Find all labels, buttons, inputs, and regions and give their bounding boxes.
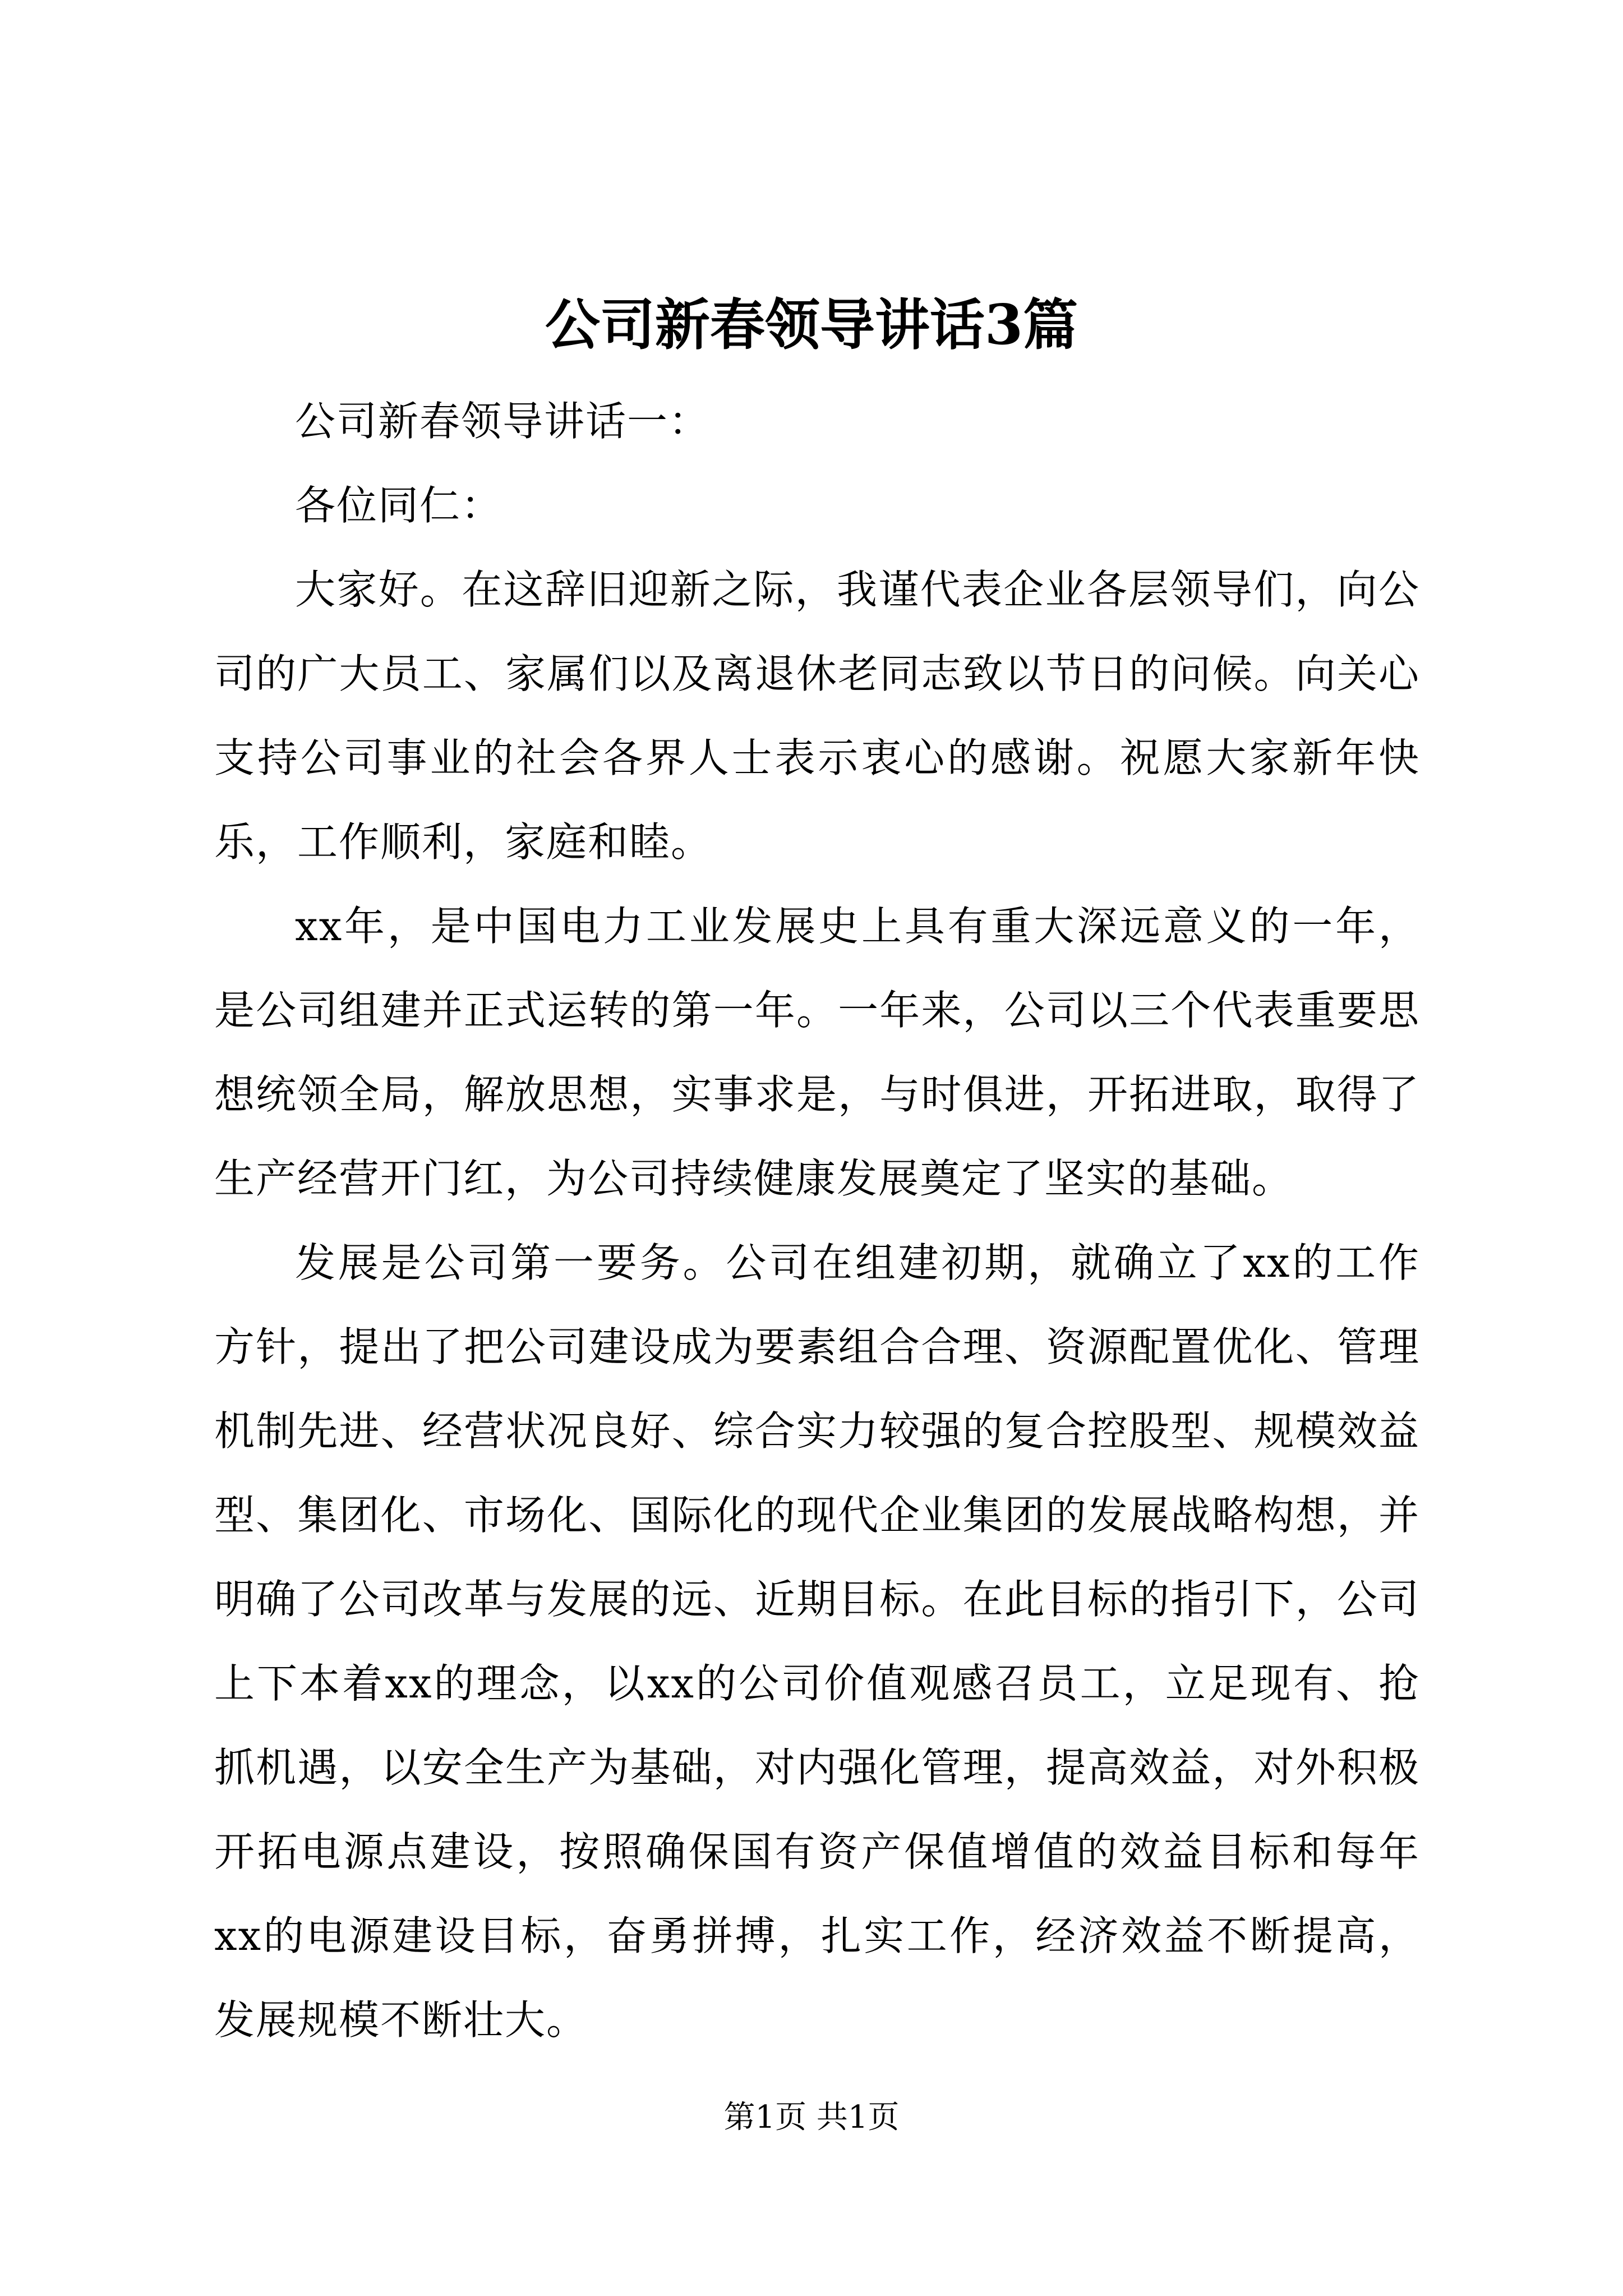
salutation: 各位同仁： xyxy=(295,482,503,529)
paragraph-development: 发展是公司第一要务。公司在组建初期，就确立了xx的工作方针，提出了把公司建设成为要素组合合理、资源配置优化、管理机制先进、经营状况良好、综合实力较强的复合控股型、规模效益型、集团化、市场化、国际化的现代企业集团的发展战略构想，并明确了公司改革与发展的远、近期目标。在此目标的指引下，公司上下本着xx的理念，以xx的公司价值观感召员工，立足现有、抢抓机遇，以安全生产为基础，对内强化管理，提高效益，对外积极开拓电源点建设，按照确保国有资产保值增值的效益目标和每年xx的电源建设目标，奋勇拼搏，扎实工作，经济效益不断提高，发展规模不断壮大。 xyxy=(214,1239,1420,2044)
document-title: 公司新春领导讲话3篇 xyxy=(545,293,1078,357)
paragraph-greeting: 大家好。在这辞旧迎新之际，我谨代表企业各层领导们，向公司的广大员工、家属们以及离退休老同志致以节日的问候。向关心支持公司事业的社会各界人士表示衷心的感谢。祝愿大家新年快乐，工作顺利，家庭和睦。 xyxy=(214,566,1420,866)
page-number-footer: 第1页 共1页 xyxy=(723,2099,900,2136)
section-heading: 公司新春领导讲话一： xyxy=(295,398,711,445)
document-body xyxy=(214,379,1420,2062)
paragraph-review: xx年，是中国电力工业发展史上具有重大深远意义的一年，是公司组建并正式运转的第一年。一年来，公司以三个代表重要思想统领全局，解放思想，实事求是，与时俱进，开拓进取，取得了生产经营开门红，为公司持续健康发展奠定了坚实的基础。 xyxy=(214,903,1420,1202)
